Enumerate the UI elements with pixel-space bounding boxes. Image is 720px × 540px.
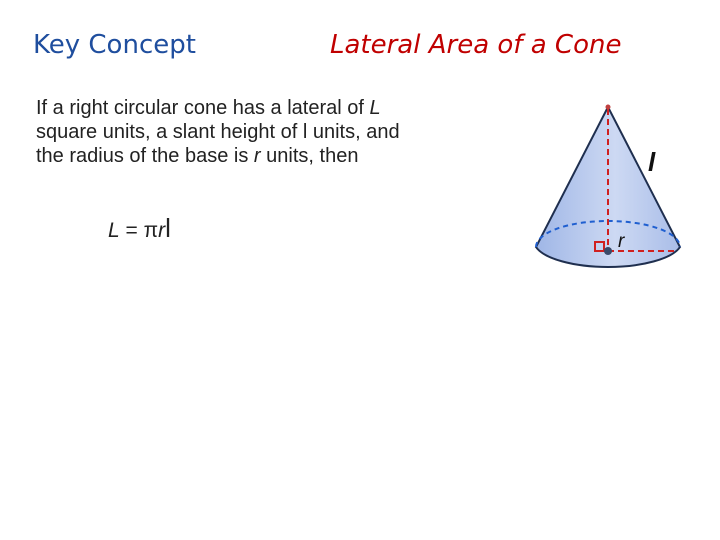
- slant-height-label: l: [648, 147, 656, 177]
- statement-line-1: [36, 96, 486, 120]
- statement-line-3: [36, 144, 486, 168]
- cone-diagram: [520, 95, 705, 285]
- var-l: l: [302, 121, 308, 143]
- formula-lhs: L: [108, 219, 120, 242]
- formula-l: l: [165, 213, 171, 243]
- concept-statement: [36, 96, 486, 168]
- apex-point: [606, 105, 611, 110]
- lateral-area-formula: [108, 213, 171, 244]
- var-L: L: [369, 97, 381, 119]
- statement-text: If a right circular cone has a lateral of: [36, 97, 370, 119]
- base-center-point: [604, 247, 612, 255]
- statement-text: square units, a slant height of: [36, 121, 303, 143]
- statement-text: units, then: [260, 145, 359, 167]
- cone-figure: [520, 95, 705, 285]
- formula-equals: =: [119, 219, 144, 242]
- key-concept-label: Key Concept: [33, 30, 196, 60]
- slide-title: Lateral Area of a Cone: [330, 30, 622, 60]
- var-r: r: [253, 145, 261, 167]
- statement-line-2: [36, 120, 486, 144]
- statement-text: the radius of the base is: [36, 145, 254, 167]
- statement-text: units, and: [307, 121, 400, 143]
- formula-r: r: [158, 219, 166, 242]
- pi-symbol: π: [143, 219, 159, 242]
- radius-label: r: [618, 231, 625, 252]
